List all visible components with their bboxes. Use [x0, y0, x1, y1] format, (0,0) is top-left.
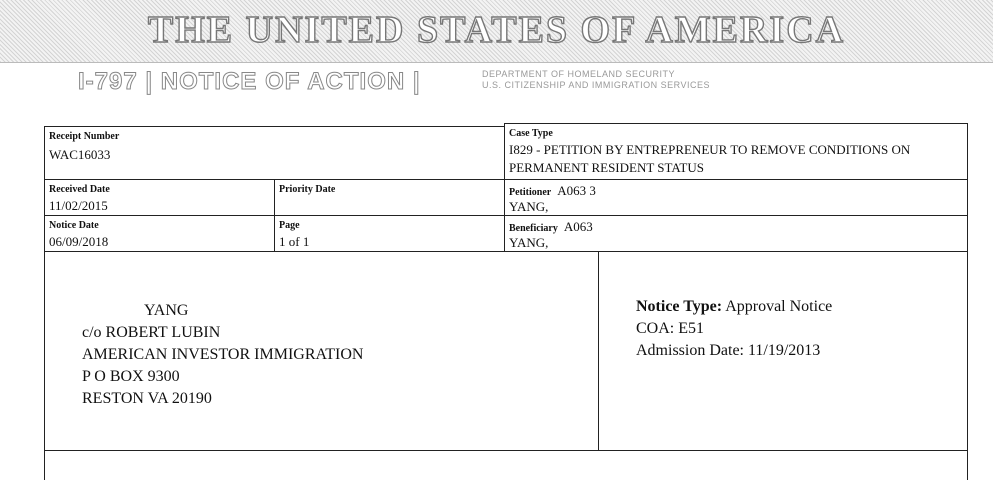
notice-date-cell [44, 215, 275, 252]
petitioner-id: A063 3 [557, 183, 596, 198]
department-line-1: DEPARTMENT OF HOMELAND SECURITY [482, 69, 676, 79]
address-line-2: c/o ROBERT LUBIN [82, 324, 221, 341]
address-line-5: RESTON VA 20190 [82, 390, 212, 407]
beneficiary-label: Beneficiary [509, 223, 558, 234]
receipt-number-label: Receipt Number [49, 131, 120, 142]
received-date-cell [44, 179, 275, 216]
address-line-1: YANG [144, 302, 189, 319]
priority-date-label: Priority Date [279, 184, 336, 195]
notice-date-label: Notice Date [49, 220, 99, 231]
page-cell [274, 215, 505, 252]
case-type-cell [504, 123, 968, 180]
coa-line: COA: E51 [636, 320, 704, 337]
page-value: 1 of 1 [279, 234, 310, 249]
petitioner-label: Petitioner [509, 187, 552, 198]
beneficiary-id: A063 [563, 219, 593, 234]
bottom-section [44, 450, 968, 480]
notice-type-label: Notice Type: [636, 298, 723, 315]
department-line-2: U.S. CITIZENSHIP AND IMMIGRATION SERVICES [482, 80, 711, 90]
banner-title: THE UNITED STATES OF AMERICA [147, 9, 846, 51]
case-type-line-2: PERMANENT RESIDENT STATUS [509, 160, 704, 175]
receipt-number-cell [44, 126, 505, 180]
receipt-number-value: WAC16033 [49, 147, 111, 162]
case-type-line-1: I829 - PETITION BY ENTREPRENEUR TO REMOVE CONDITIONS ON [509, 142, 911, 157]
case-type-label: Case Type [509, 128, 553, 139]
priority-date-cell [274, 179, 505, 216]
address-line-4: P O BOX 9300 [82, 368, 180, 385]
petitioner-cell [504, 179, 968, 216]
notice-details [636, 296, 832, 362]
notice-type-value: Approval Notice [725, 298, 833, 315]
admission-date-line: Admission Date: 11/19/2013 [636, 342, 821, 359]
petitioner-name: YANG, [509, 199, 549, 214]
beneficiary-cell [504, 215, 968, 252]
department-name [482, 69, 710, 91]
page-label: Page [279, 220, 300, 231]
received-date-value: 11/02/2015 [49, 198, 108, 213]
form-title: I-797 | NOTICE OF ACTION | [78, 68, 421, 95]
address-line-3: AMERICAN INVESTOR IMMIGRATION [82, 346, 364, 363]
banner [0, 0, 993, 63]
mailing-address [82, 300, 363, 410]
notice-date-value: 06/09/2018 [49, 234, 109, 249]
received-date-label: Received Date [49, 184, 110, 195]
beneficiary-name: YANG, [509, 235, 549, 250]
